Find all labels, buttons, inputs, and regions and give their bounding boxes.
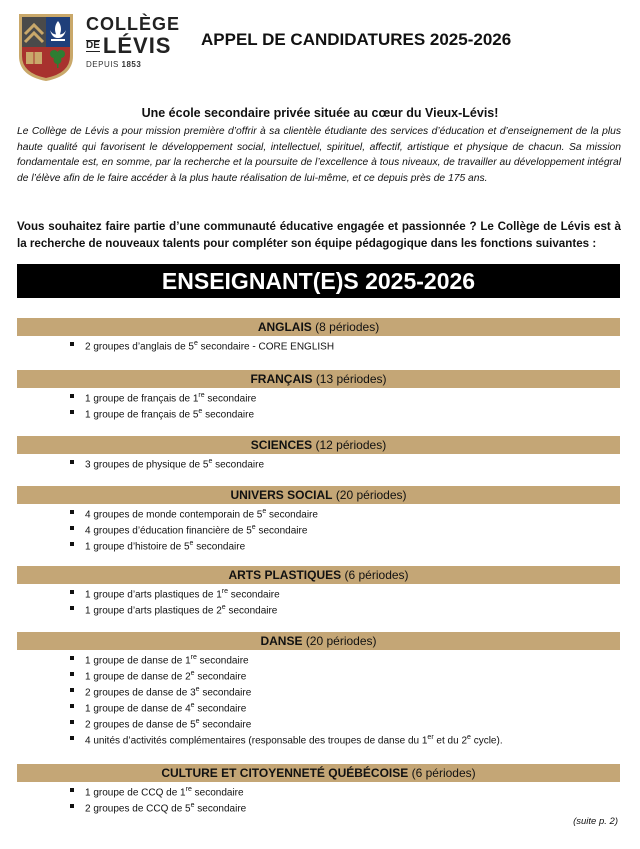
subject-header <box>17 436 620 454</box>
subject-periods: (8 périodes) <box>315 320 380 334</box>
subject-header <box>17 632 620 650</box>
mission-paragraph: Le Collège de Lévis a pour mission première d’offrir à sa clientèle étudiante des services d’éducation et d’enseignement de la plus haute qualité qui favorisent le développement social, intellectuel, spirituel, affectif, artistique et physique de chacun. Sa mission fondamentale est, en somme, par la recherche et la poursuite de l’excellence à tous niveaux, de travailler au développement intégral de l’élève afin de le faire accéder à la plus haute réalisation de lui-même, et ce depuis près de 175 ans. <box>17 126 621 184</box>
subject-header <box>17 566 620 584</box>
subject-header <box>17 486 620 504</box>
position-list <box>17 454 620 470</box>
position-list <box>17 650 620 746</box>
position-item: 2 groupes d’anglais de 5e secondaire - CORE ENGLISH <box>70 336 620 352</box>
position-item: 1 groupe de français de 5e secondaire <box>70 404 620 420</box>
logo-levis-text: LÉVIS <box>102 33 172 58</box>
intro-title: Une école secondaire privée située au cœur du Vieux-Lévis! <box>141 106 499 120</box>
positions-banner: ENSEIGNANT(E)S 2025-2026 <box>17 264 620 298</box>
position-item: 4 unités d’activités complémentaires (responsable des troupes de danse du 1er et du 2e cycle). <box>70 730 620 746</box>
position-item: 1 groupe de CCQ de 1re secondaire <box>70 782 620 798</box>
position-item: 1 groupe de danse de 1re secondaire <box>70 650 620 666</box>
subject-name: FRANÇAIS <box>250 372 313 386</box>
logo-de-text: DE <box>86 40 100 51</box>
subject-periods: (6 périodes) <box>344 568 409 582</box>
position-list <box>17 504 620 552</box>
subject-periods: (13 périodes) <box>315 372 387 386</box>
subject-section <box>17 566 620 616</box>
subject-section <box>17 436 620 470</box>
position-item: 2 groupes de danse de 5e secondaire <box>70 714 620 730</box>
position-item: 1 groupe de danse de 2e secondaire <box>70 666 620 682</box>
subject-name: DANSE <box>260 634 303 648</box>
position-item: 2 groupes de danse de 3e secondaire <box>70 682 620 698</box>
subject-section <box>17 632 620 746</box>
position-item: 4 groupes de monde contemporain de 5e secondaire <box>70 504 620 520</box>
call-paragraph: Vous souhaitez faire partie d’une communauté éducative engagée et passionnée ? Le Collège de Lévis est à la recherche de nouveaux talents pour compléter son équipe pédagogique dans les fonctions suivantes : <box>17 220 621 250</box>
subject-periods: (20 périodes) <box>335 488 407 502</box>
subject-section <box>17 318 620 352</box>
subject-header <box>17 370 620 388</box>
logo-college-text: COLLÈGE <box>86 14 181 34</box>
subject-name: ARTS PLASTIQUES <box>228 568 342 582</box>
subject-section <box>17 370 620 420</box>
continued-note: (suite p. 2) <box>573 816 618 827</box>
subject-periods: (20 périodes) <box>305 634 377 648</box>
position-item: 2 groupes de CCQ de 5e secondaire <box>70 798 620 814</box>
position-list <box>17 388 620 420</box>
subject-header <box>17 318 620 336</box>
subject-section <box>17 486 620 552</box>
subject-periods: (12 périodes) <box>315 438 387 452</box>
position-item: 1 groupe d’arts plastiques de 1re secondaire <box>70 584 620 600</box>
position-item: 4 groupes d’éducation financière de 5e secondaire <box>70 520 620 536</box>
position-item: 1 groupe d’arts plastiques de 2e secondaire <box>70 600 620 616</box>
position-item: 3 groupes de physique de 5e secondaire <box>70 454 620 470</box>
position-list <box>17 782 620 814</box>
college-crest-logo <box>17 12 75 82</box>
subject-name: SCIENCES <box>250 438 313 452</box>
subject-name: CULTURE ET CITOYENNETÉ QUÉBÉCOISE <box>161 766 409 780</box>
page-header <box>0 0 640 90</box>
page-title: APPEL DE CANDIDATURES 2025-2026 <box>201 30 512 49</box>
position-item: 1 groupe de danse de 4e secondaire <box>70 698 620 714</box>
logo-since-text: DEPUIS 1853 <box>86 60 142 69</box>
position-list <box>17 336 620 352</box>
subject-name: ANGLAIS <box>257 320 312 334</box>
position-item: 1 groupe d’histoire de 5e secondaire <box>70 536 620 552</box>
position-item: 1 groupe de français de 1re secondaire <box>70 388 620 404</box>
college-wordmark <box>86 15 180 69</box>
subject-header <box>17 764 620 782</box>
subject-name: UNIVERS SOCIAL <box>230 488 333 502</box>
subject-periods: (6 périodes) <box>411 766 476 780</box>
position-list <box>17 584 620 616</box>
subject-section <box>17 764 620 814</box>
